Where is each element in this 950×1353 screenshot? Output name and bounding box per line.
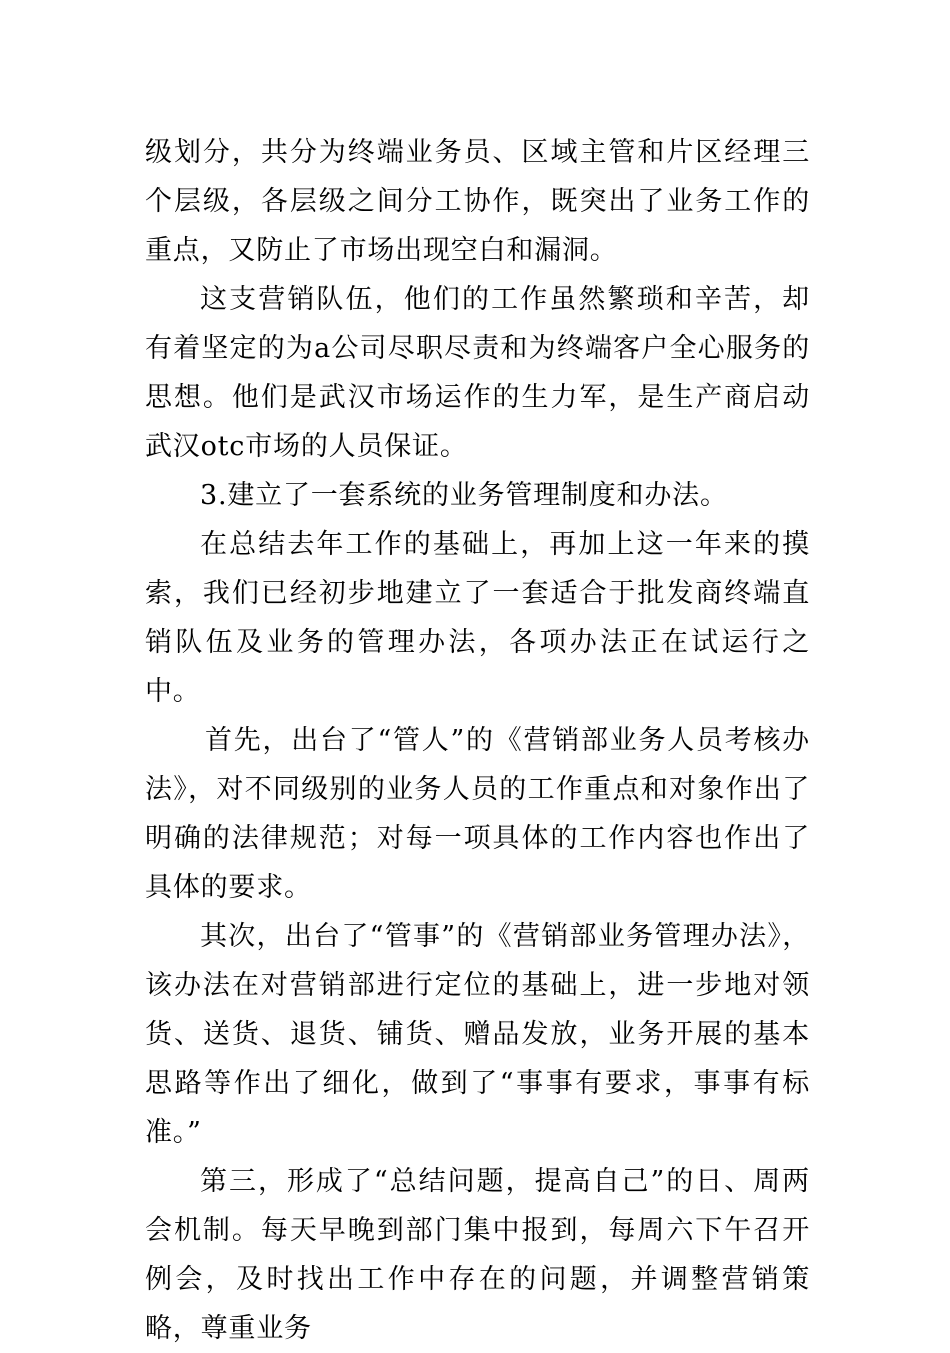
paragraph-third-meeting-mechanism: 第三，形成了“总结问题，提高自己”的日、周两会机制。每天早晚到部门集中报到，每周六下午召开例会，及时找出工作中存在的问题，并调整营销策略，尊重业务 [145, 1166, 810, 1344]
paragraph-management-methods: 在总结去年工作的基础上，再加上这一年来的摸索，我们已经初步地建立了一套适合于批发商终端直销队伍及业务的管理办法，各项办法正在试运行之中。 [145, 529, 810, 707]
paragraph-sales-team: 这支营销队伍，他们的工作虽然繁琐和辛苦，却有着坚定的为a公司尽职尽责和为终端客户全心服务的思想。他们是武汉市场运作的生力军，是生产商启动武汉otc市场的人员保证。 [145, 284, 810, 462]
paragraph-first-personnel-rules: 首先，出台了“管人”的《营销部业务人员考核办法》，对不同级别的业务人员的工作重点和对象作出了明确的法律规范；对每一项具体的工作内容也作出了具体的要求。 [145, 725, 810, 903]
body-text [145, 128, 810, 1353]
paragraph-second-business-rules: 其次，出台了“管事”的《营销部业务管理办法》，该办法在对营销部进行定位的基础上，进一步地对领货、送货、退货、铺货、赠品发放，业务开展的基本思路等作出了细化，做到了“事事有要求，事事有标准。” [145, 921, 810, 1148]
section-heading-management-system: 3.建立了一套系统的业务管理制度和办法。 [200, 480, 728, 511]
paragraph-team-levels: 级划分，共分为终端业务员、区域主管和片区经理三个层级，各层级之间分工协作，既突出了业务工作的重点，又防止了市场出现空白和漏洞。 [145, 137, 810, 266]
